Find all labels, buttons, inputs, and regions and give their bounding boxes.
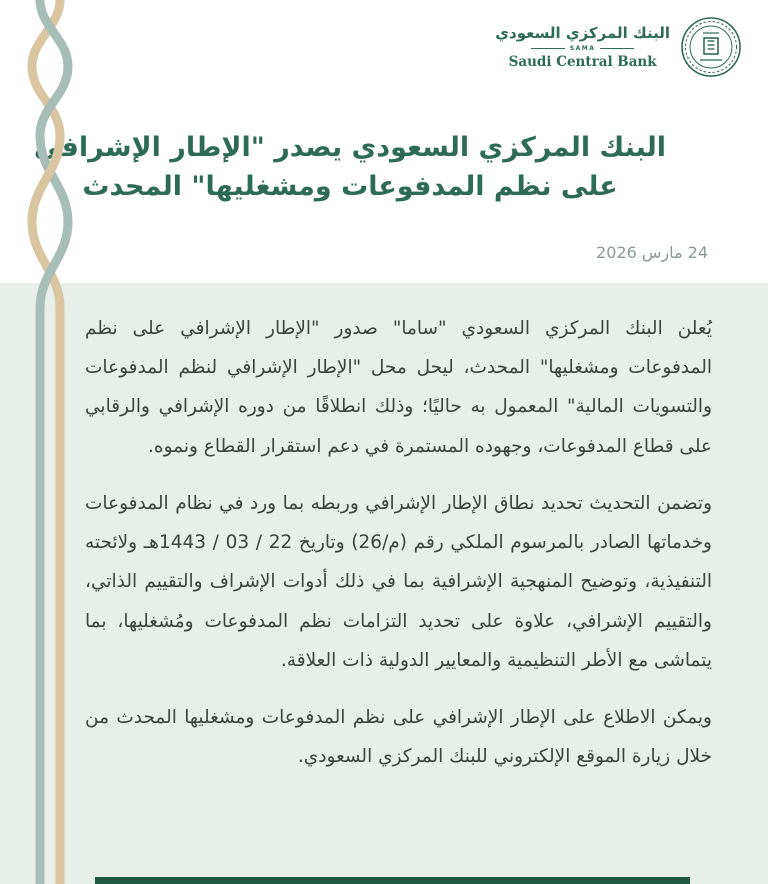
release-date: 24 مارس 2026 <box>596 243 708 262</box>
headline: البنك المركزي السعودي يصدر "الإطار الإشرافي على نظم المدفوعات ومشغليها" المحدث <box>33 132 667 203</box>
bottom-accent-bar <box>95 877 690 884</box>
sama-logo <box>495 16 742 78</box>
paragraph-access-info: ويمكن الاطلاع على الإطار الإشرافي على نظم المدفوعات ومشغليها المحدث من خلال زيارة الموقع الإلكتروني للبنك المركزي السعودي. <box>85 706 712 768</box>
announcement-body <box>0 283 768 884</box>
sama-seal-icon <box>680 16 742 78</box>
paragraph-update-details: وتضمن التحديث تحديد نطاق الإطار الإشرافي وربطه بما ورد في نظام المدفوعات وخدماتها الصادر بالمرسوم الملكي رقم (م/26) وتاريخ 22 / 03 / 1443هـ ولائحته التنفيذية، وتوضيح المنهجية الإشرافية بما في ذلك أدوات الإشراف والتقييم الذاتي، والتقييم الإشرافي، علاوة على تحديد التزامات نظم المدفوعات ومُشغليها، بما يتماشى مع الأطر التنظيمية والمعايير الدولية ذات العلاقة. <box>85 492 712 671</box>
paragraph-announcement: يُعلن البنك المركزي السعودي "ساما" صدور "الإطار الإشرافي على نظم المدفوعات ومشغليها" المحدث، ليحل محل "الإطار الإشرافي لنظم المدفوعات والتسويات المالية" المعمول به حاليًا؛ وذلك انطلاقًا من دوره الإشرافي والرقابي على قطاع المدفوعات، وجهوده المستمرة في دعم استقرار القطاع ونموه. <box>85 318 712 457</box>
logo-arabic-name: البنك المركزي السعودي <box>495 24 670 42</box>
logo-sama-label: SAMA <box>531 45 635 52</box>
logo-english-name: Saudi Central Bank <box>508 54 657 70</box>
logo-wordmark <box>495 24 670 70</box>
